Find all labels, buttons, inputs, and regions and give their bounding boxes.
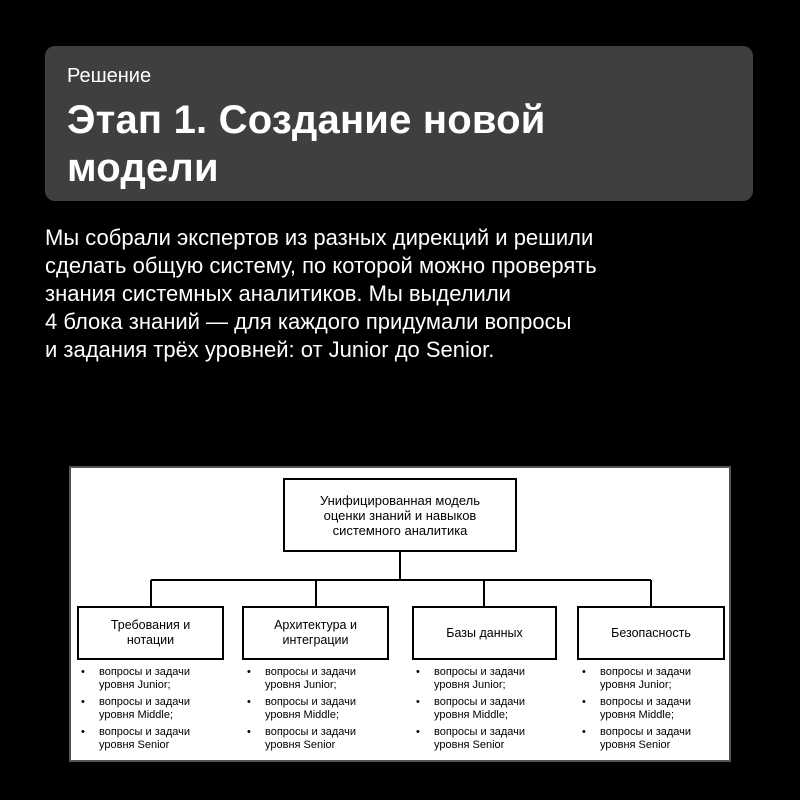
list-item [81, 696, 190, 722]
list-item [247, 726, 356, 752]
branch-node-architecture [242, 606, 389, 660]
skill-list-requirements [81, 666, 190, 756]
section-label: Решение [67, 65, 152, 87]
list-item-text: вопросы и задачи уровня Junior; [265, 666, 357, 691]
skill-list-security [582, 666, 691, 756]
list-item-text: вопросы и задачи уровня Senior [434, 726, 526, 751]
bullet-icon: • [247, 726, 251, 738]
skill-list-databases [416, 666, 525, 756]
list-item-text: вопросы и задачи уровня Middle; [265, 696, 357, 721]
diagram [69, 466, 731, 762]
list-item [582, 726, 691, 752]
list-item-text: вопросы и задачи уровня Junior; [434, 666, 526, 691]
branch-node-label: Архитектура и интеграции [274, 618, 357, 647]
branch-node-label: Требования и нотации [110, 618, 191, 647]
list-item [81, 726, 190, 752]
list-item-text: вопросы и задачи уровня Junior; [600, 666, 692, 691]
list-item [416, 666, 525, 692]
branch-node-label: Базы данных [446, 625, 523, 640]
bullet-icon: • [582, 696, 586, 708]
branch-node-label: Безопасность [611, 625, 691, 640]
list-item [416, 726, 525, 752]
bullet-icon: • [81, 726, 85, 738]
list-item [582, 666, 691, 692]
bullet-icon: • [416, 696, 420, 708]
list-item-text: вопросы и задачи уровня Senior [600, 726, 692, 751]
skill-list-architecture [247, 666, 356, 756]
list-item [81, 666, 190, 692]
bullet-icon: • [416, 726, 420, 738]
header-card [45, 46, 753, 201]
bullet-icon: • [582, 726, 586, 738]
bullet-icon: • [81, 696, 85, 708]
bullet-icon: • [582, 666, 586, 678]
list-item-text: вопросы и задачи уровня Middle; [434, 696, 526, 721]
list-item [247, 666, 356, 692]
list-item [416, 696, 525, 722]
root-node [283, 478, 517, 552]
list-item-text: вопросы и задачи уровня Middle; [600, 696, 692, 721]
root-node-label: Унифицированная модель оценки знаний и навыков системного аналитика [319, 492, 481, 538]
intro-paragraph: Мы собрали экспертов из разных дирекций и решили сделать общую систему, по которой можно проверять знания системных аналитиков. Мы выделили 4 блока знаний — для каждого придумали вопросы и задания трёх уровней: от Junior до Senior. [45, 225, 597, 362]
bullet-icon: • [81, 666, 85, 678]
branch-node-databases [412, 606, 557, 660]
bullet-icon: • [416, 666, 420, 678]
list-item-text: вопросы и задачи уровня Senior [265, 726, 357, 751]
branch-node-security [577, 606, 725, 660]
list-item-text: вопросы и задачи уровня Junior; [99, 666, 191, 691]
page-title: Этап 1. Создание новой модели [67, 98, 546, 190]
bullet-icon: • [247, 696, 251, 708]
list-item [582, 696, 691, 722]
bullet-icon: • [247, 666, 251, 678]
list-item-text: вопросы и задачи уровня Senior [99, 726, 191, 751]
list-item-text: вопросы и задачи уровня Middle; [99, 696, 191, 721]
list-item [247, 696, 356, 722]
branch-node-requirements [77, 606, 224, 660]
